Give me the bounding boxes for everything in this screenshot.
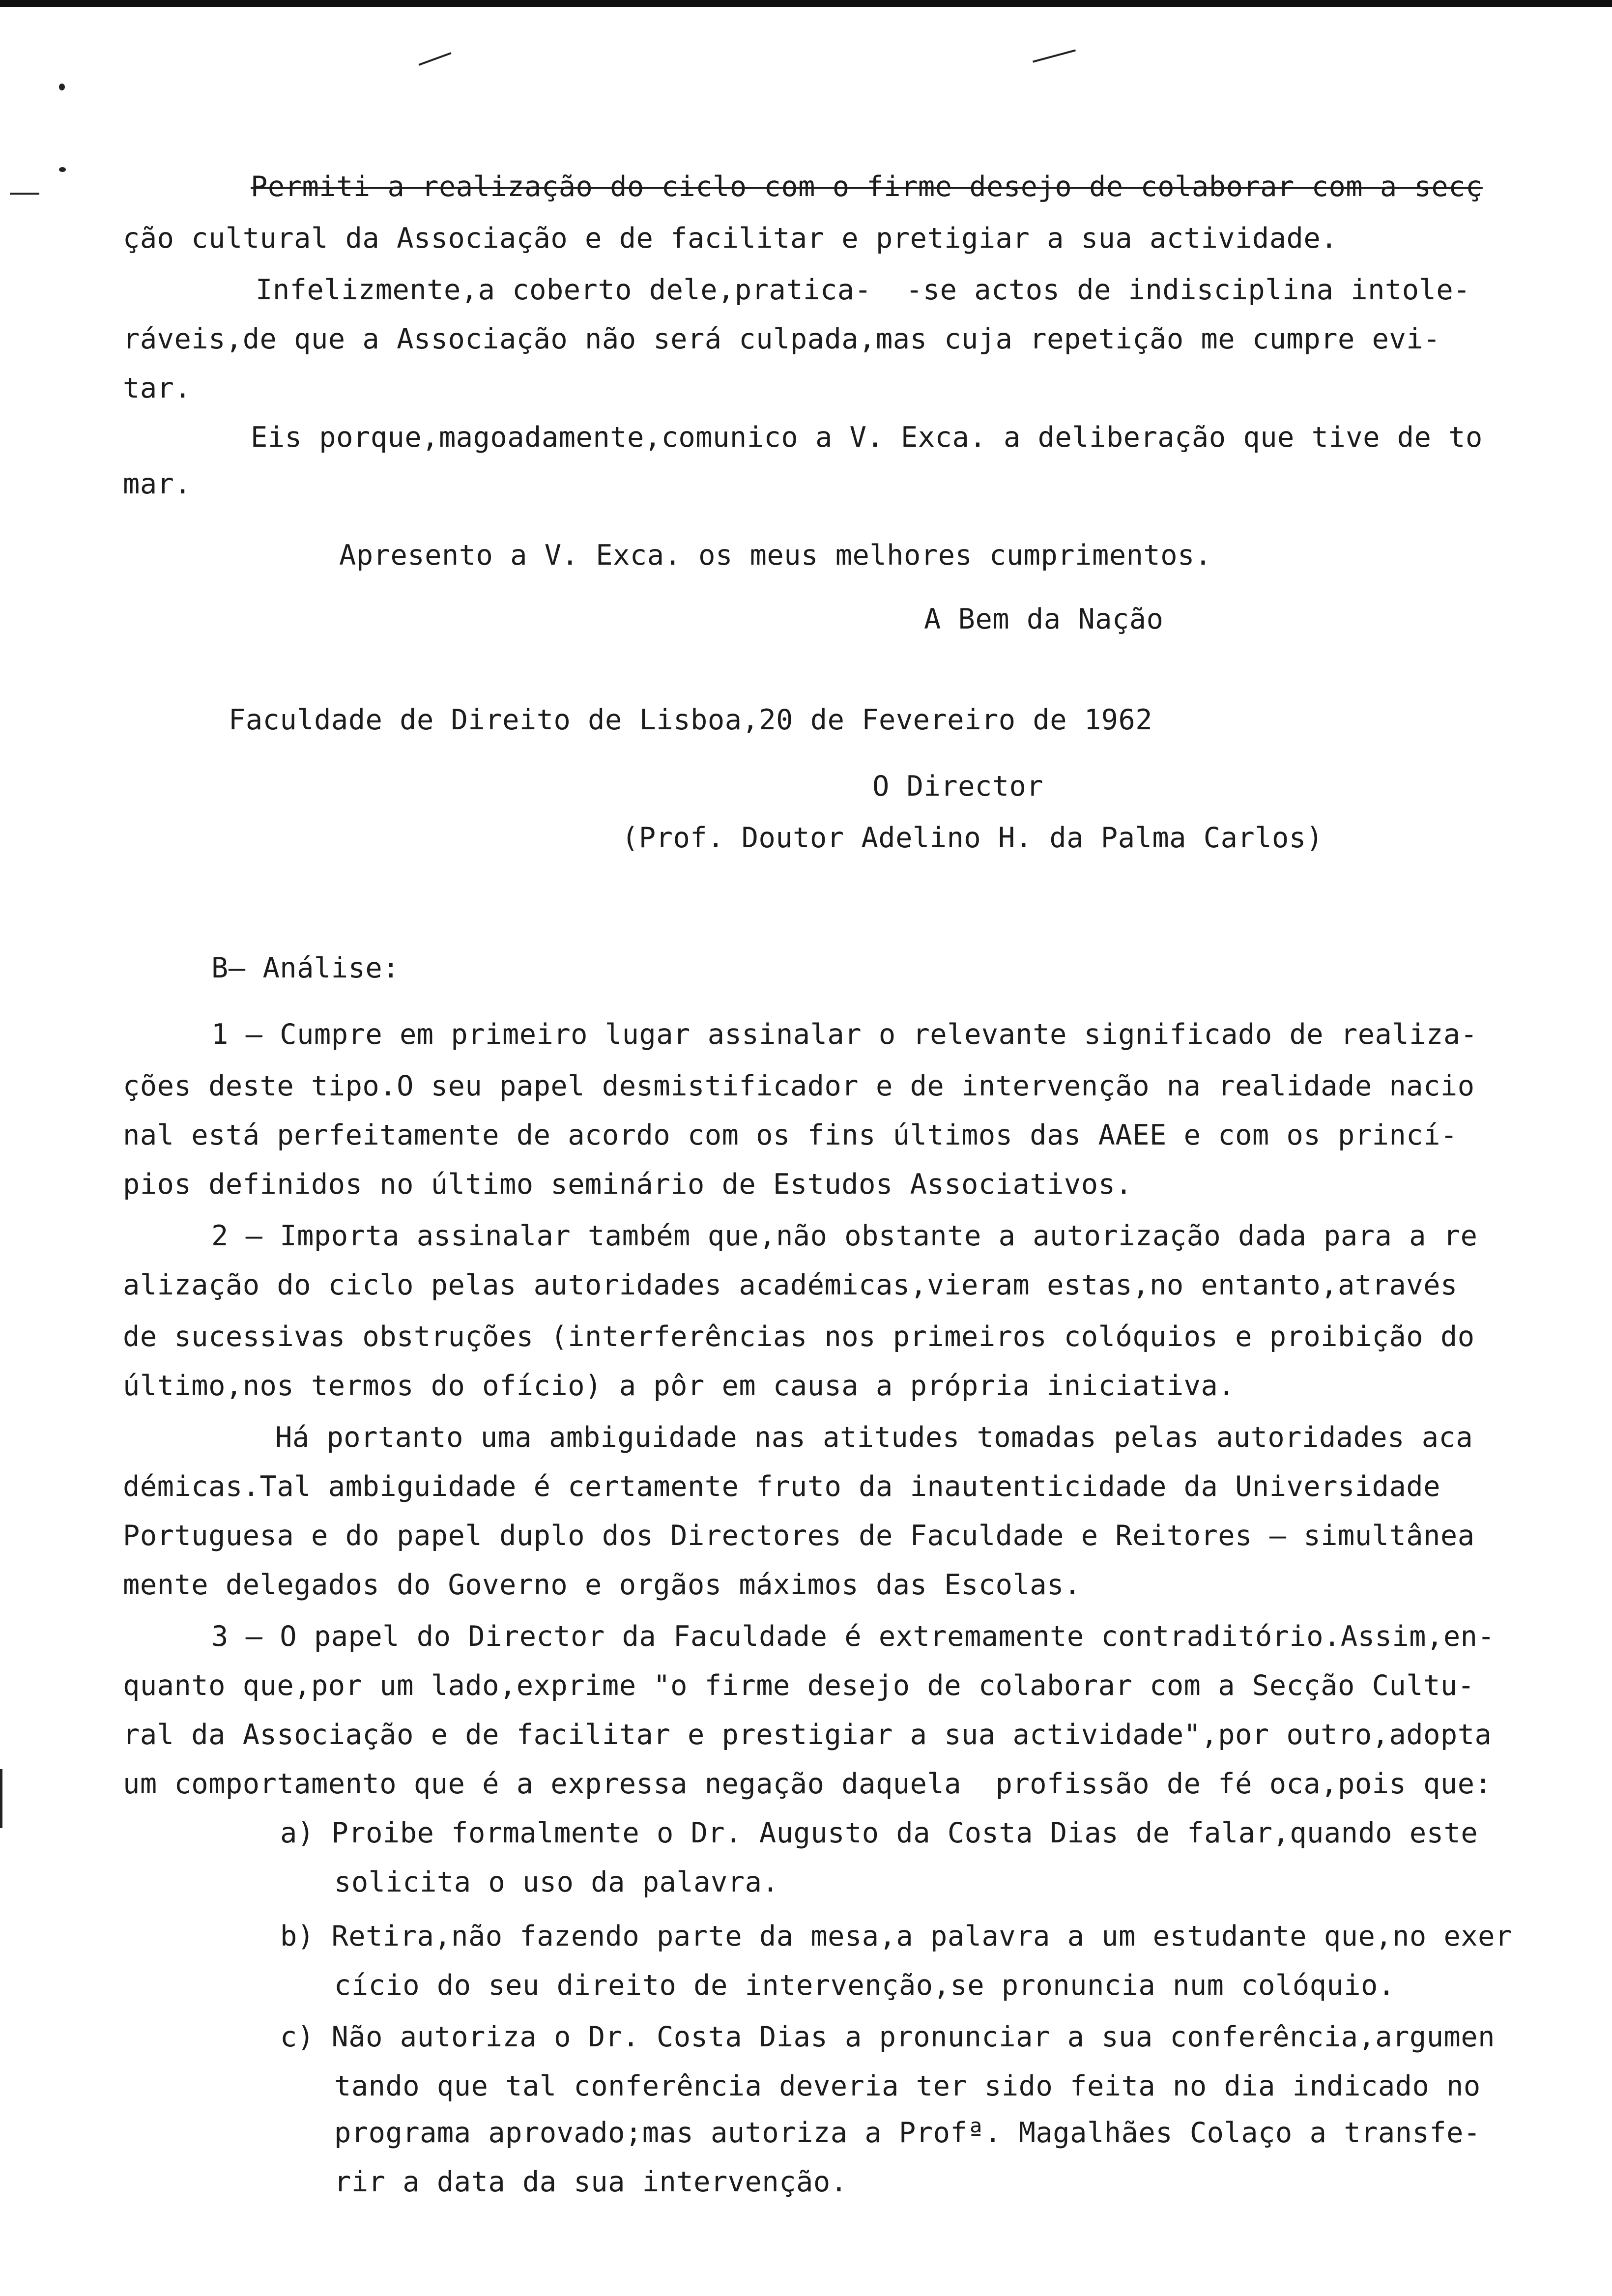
text-line: mente delegados do Governo e orgãos máximos das Escolas. [123,1569,1081,1601]
text-line: pios definidos no último seminário de Estudos Associativos. [123,1168,1133,1201]
list-item-c: c) Não autoriza o Dr. Costa Dias a pronunciar a sua conferência,argumen [280,2021,1495,2053]
list-item-c-cont: programa aprovado;mas autoriza a Profª. Magalhães Colaço a transfe- [334,2117,1481,2149]
text-line: 1 – Cumpre em primeiro lugar assinalar o relevante significado de realiza- [211,1018,1478,1051]
text-line: tar. [123,372,192,404]
signer-title: O Director [872,770,1044,803]
text-line: nal está perfeitamente de acordo com os fins últimos das AAEE e com os princí- [123,1119,1458,1151]
list-item-a-cont: solicita o uso da palavra. [334,1866,779,1898]
scan-mark [59,84,65,90]
scan-mark [418,52,451,66]
text-line: Apresento a V. Exca. os meus melhores cumprimentos. [339,539,1212,572]
scan-mark [59,167,66,172]
closing-line: A Bem da Nação [924,603,1164,635]
list-item-c-cont: rir a data da sua intervenção. [334,2166,848,2198]
text-line: quanto que,por um lado,exprime "o firme desejo de colaborar com a Secção Cultu- [123,1669,1475,1702]
text-line: 2 – Importa assinalar também que,não obstante a autorização dada para a re [211,1220,1478,1252]
text-line: mar. [123,468,192,500]
list-item-b-cont: cício do seu direito de intervenção,se pronuncia num colóquio. [334,1969,1395,2002]
text-line: ções deste tipo.O seu papel desmistificador e de intervenção na realidade nacio [123,1070,1475,1102]
scan-mark [1033,49,1076,62]
text-line: último,nos termos do ofício) a pôr em causa a própria iniciativa. [123,1370,1236,1402]
text-line: de sucessivas obstruções (interferências nos primeiros colóquios e proibição do [123,1320,1475,1353]
list-item-b: b) Retira,não fazendo parte da mesa,a palavra a um estudante que,no exer [280,1920,1512,1952]
text-line: um comportamento que é a expressa negação daquela profissão de fé oca,pois que: [123,1768,1492,1800]
text-line: ráveis,de que a Associação não será culpada,mas cuja repetição me cumpre evi- [123,323,1440,355]
text-line: Eis porque,magoadamente,comunico a V. Exca. a deliberação que tive de to [251,421,1483,454]
scan-top-edge [0,0,1612,7]
section-heading: B— Análise: [211,952,400,984]
scan-mark [10,193,39,195]
text-line: démicas.Tal ambiguidade é certamente fruto da inautenticidade da Universidade [123,1470,1440,1503]
text-line: Portuguesa e do papel duplo dos Directores de Faculdade e Reitores — simultânea [123,1520,1475,1552]
text-line: ção cultural da Associação e de facilitar e pretigiar a sua actividade. [123,222,1338,255]
struck-line-1: Permiti a realização do ciclo com o firme desejo de colaborar com a secç [251,171,1483,203]
text-line: Há portanto uma ambiguidade nas atitudes tomadas pelas autoridades aca [275,1421,1473,1454]
text-line: Infelizmente,a coberto dele,pratica- -se actos de indisciplina intole- [256,274,1470,306]
list-item-a: a) Proibe formalmente o Dr. Augusto da Costa Dias de falar,quando este [280,1817,1478,1849]
text-line: 3 – O papel do Director da Faculdade é extremamente contraditório.Assim,en- [211,1620,1495,1653]
list-item-c-cont: tando que tal conferência deveria ter sido feita no dia indicado no [334,2070,1481,2102]
place-date-line: Faculdade de Direito de Lisboa,20 de Fevereiro de 1962 [229,704,1153,736]
signer-name: (Prof. Doutor Adelino H. da Palma Carlos) [622,822,1324,854]
text-line: ral da Associação e de facilitar e prestigiar a sua actividade",por outro,adopta [123,1719,1492,1751]
text-line: alização do ciclo pelas autoridades académicas,vieram estas,no entanto,através [123,1269,1458,1301]
scan-mark [0,1769,2,1828]
